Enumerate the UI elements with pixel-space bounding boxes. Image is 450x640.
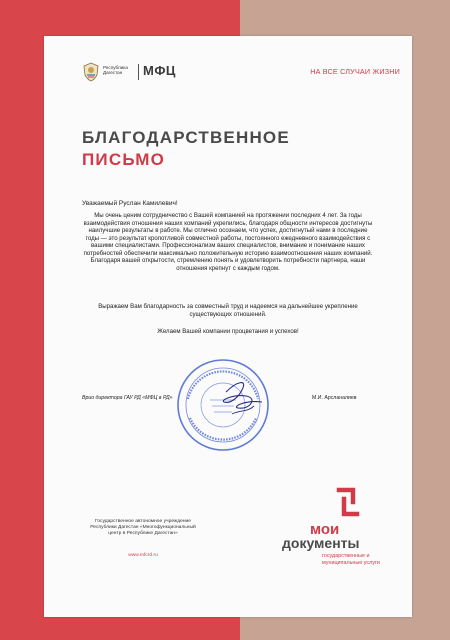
title-line-1: БЛАГОДАРСТВЕННОЕ <box>82 128 290 147</box>
official-stamp-and-signature <box>174 356 272 454</box>
mfc-brand: МФЦ <box>143 63 176 78</box>
paragraph-2: Выражаем Вам благодарность за совместный труд и надеемся на дальнейшее укрепление существующих отношений. <box>98 303 358 318</box>
website-link[interactable]: www.mfcrd.ru <box>128 553 158 558</box>
paragraph-1: Мы очень ценим сотрудничество с Вашей компанией на протяжении последних 4 лет. За годы взаимодействия отношения наших компаний укрепились, благодаря общности интересов достигнуты наилучшие результаты в работе. Мы отлично осознаем, что успех, достигнутый нами в последние годы — это результат кропотливой совместной работы, постоянного ежедневного взаимодействия с вашими специалистами. Профессионализм ваших специалистов, внимание и понимание наших потребностей обеспечили максимально положительную историю взаимоотношения наших компаний. Благодаря вашей открытости, стремлению понять и удовлетворить потребности партнера, наши отношения крепнут с каждым годом. <box>83 212 373 272</box>
slogan: НА ВСЕ СЛУЧАИ ЖИЗНИ <box>310 67 400 76</box>
letterhead <box>82 62 400 82</box>
dagestan-coat-of-arms-icon <box>82 62 100 82</box>
moi-dokumenty-logo-icon <box>334 486 362 520</box>
signatory-position: Врио директора ГАУ РД «МФЦ в РД» <box>82 395 173 401</box>
logo-subtitle: государственные и муниципальные услуги <box>322 553 380 566</box>
greeting: Уважаемый Руслан Камилевич! <box>82 200 178 207</box>
paragraph-3: Желаем Вашей компании процветания и успехов! <box>157 328 299 335</box>
logo-docs-text: документы <box>282 535 360 551</box>
header-divider <box>138 64 139 80</box>
title-line-2: ПИСЬМО <box>82 150 166 169</box>
logo-moi-text: мои <box>310 521 340 538</box>
letter-sheet <box>44 36 412 617</box>
organization-info: Государственное автономное учреждение Республики Дагестан «Многофункциональный центр в Республике Дагестан» <box>90 519 196 536</box>
signatory-name: М.И. Арсланалиев <box>312 395 357 401</box>
republic-label: Республика Дагестан <box>103 65 128 76</box>
